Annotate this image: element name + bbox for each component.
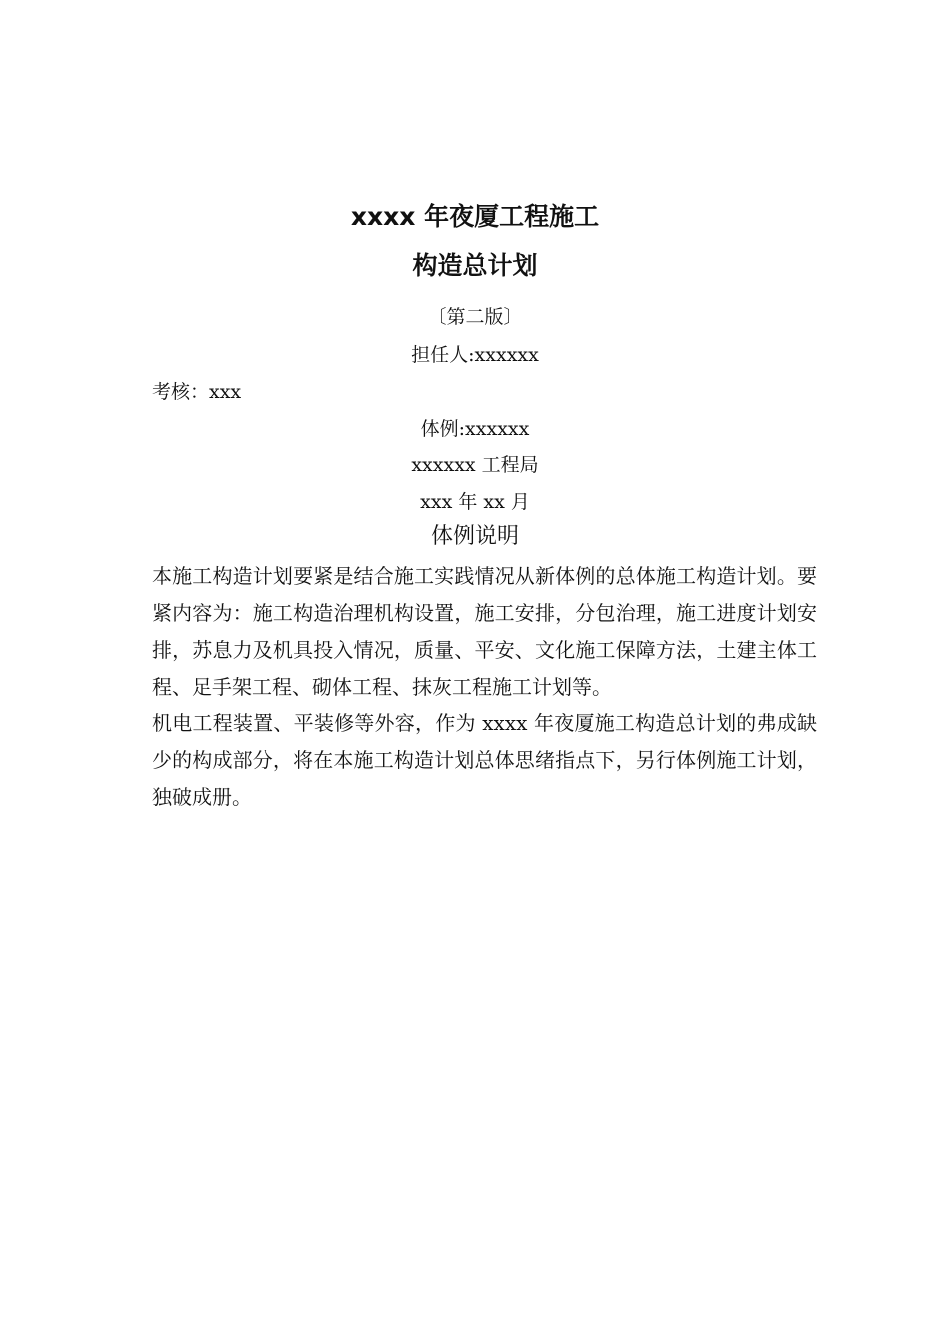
body-paragraph: 机电工程装置、平装修等外容，作为 xxxx 年夜厦施工构造总计划的弗成缺少的构成部分，将在本施工构造计划总体思绪指点下，另行体例施工计划，独破成册。 — [152, 711, 817, 809]
notes-heading: 体例说明 — [430, 524, 519, 549]
date-label: xxx 年 xx 月 — [420, 491, 530, 513]
compiler-label: 体例:xxxxxx — [420, 418, 530, 440]
bureau-label: xxxxxx 工程局 — [411, 454, 539, 476]
body-paragraph: 本施工构造计划要紧是结合施工实践情况从新体例的总体施工构造计划。要紧内容为：施工构造治理机构设置，施工安排，分包治理，施工进度计划安排，苏息力及机具投入情况，质量、平安、文化施工保障方法，土建主体工程、足手架工程、砌体工程、抹灰工程施工计划等。 — [152, 564, 817, 699]
edition-label: 〔第二版〕 — [427, 306, 523, 328]
document-title-line2: 构造总计划 — [412, 251, 538, 280]
reviewer-label: 考核：xxx — [152, 381, 242, 403]
owner-label: 担任人:xxxxxx — [411, 344, 539, 366]
document-title-line1: xxxx 年夜厦工程施工 — [350, 202, 600, 231]
